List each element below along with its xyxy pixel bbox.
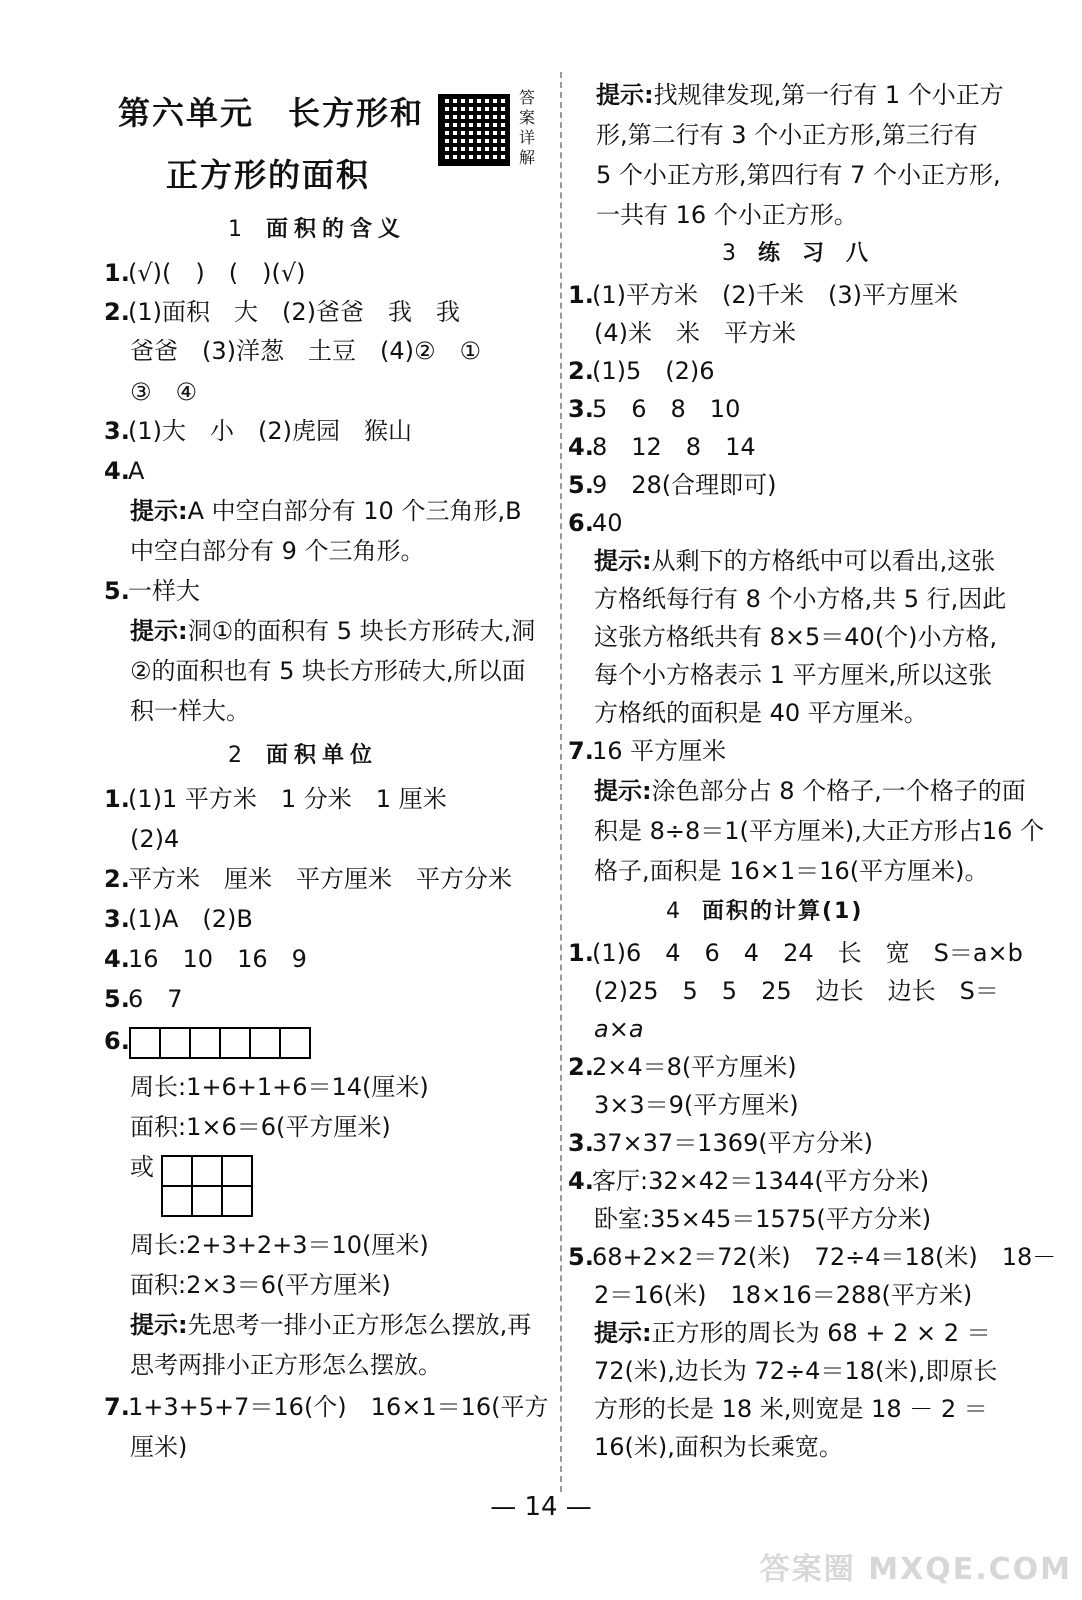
s2-q6-area1: 面积:1×6＝6(平方厘米) — [130, 1113, 391, 1141]
s2-q6-hint-line2: 思考两排小正方形怎么摆放。 — [130, 1351, 442, 1379]
s1-q1: 1.(√)( ) ( )(√) — [104, 259, 306, 287]
s4-q2-line2: 3×3＝9(平方厘米) — [594, 1091, 799, 1119]
grid-cell — [129, 1027, 161, 1059]
s2-q6-perimeter2: 周长:2+3+2+3＝10(厘米) — [130, 1231, 429, 1259]
s1-q2-line3: ③ ④ — [130, 378, 198, 406]
s1-q4-hint: 提示:A 中空白部分有 10 个三角形,B — [130, 497, 522, 525]
s2-q7: 7.1+3+5+7＝16(个) 16×1＝16(平方 — [104, 1393, 549, 1421]
s4-q5: 5.68+2×2＝72(米) 72÷4＝18(米) 18－ — [568, 1243, 1057, 1271]
s4-q2: 2.2×4＝8(平方厘米) — [568, 1053, 797, 1081]
prev-hint: 提示:找规律发现,第一行有 1 个小正方 — [596, 81, 1004, 109]
s4-q4-line2: 卧室:35×45＝1575(平方分米) — [594, 1205, 932, 1233]
grid-cell — [279, 1027, 311, 1059]
grid-cell — [189, 1027, 221, 1059]
unit-title-line1: 第六单元 长方形和 — [118, 94, 425, 132]
s4-q5-line2: 2＝16(米) 18×16＝288(平方米) — [594, 1281, 973, 1309]
s4-q5-hint: 提示:正方形的周长为 68 + 2 × 2 ＝ — [594, 1319, 991, 1347]
s1-q5-hint-line2: ②的面积也有 5 块长方形砖大,所以面 — [130, 657, 526, 685]
s2-q2: 2.平方米 厘米 平方厘米 平方分米 — [104, 865, 512, 893]
s2-q7-line2: 厘米) — [130, 1433, 188, 1461]
grid-1x6 — [130, 1028, 310, 1058]
s1-q5-hint-line3: 积一样大。 — [130, 697, 250, 725]
watermark: 答案圈 MXQE.COM — [759, 1552, 1072, 1587]
grid-cell — [221, 1185, 253, 1217]
s3-q7-hint-line2: 积是 8÷8＝1(平方厘米),大正方形占16 个 — [594, 817, 1045, 845]
s4-q5-hint-line2: 72(米),边长为 72÷4＝18(米),即原长 — [594, 1357, 998, 1385]
grid-cell — [249, 1027, 281, 1059]
s1-q2: 2.(1)面积 大 (2)爸爸 我 我 — [104, 298, 460, 326]
grid-2x3 — [162, 1156, 252, 1216]
s3-q7-hint: 提示:涂色部分占 8 个格子,一个格子的面 — [594, 777, 1026, 805]
section-1-title: 1 面积的含义 — [228, 217, 407, 242]
section-2-title: 2 面积单位 — [228, 743, 379, 768]
s2-q5: 5.6 7 — [104, 985, 183, 1013]
prev-hint-line2: 形,第二行有 3 个小正方形,第三行有 — [596, 121, 978, 149]
s2-q1: 1.(1)1 平方米 1 分米 1 厘米 — [104, 785, 447, 813]
s3-q6-hint-line2: 方格纸每行有 8 个小方格,共 5 行,因此 — [594, 585, 1007, 613]
grid-cell — [219, 1027, 251, 1059]
s1-q4-hint-line2: 中空白部分有 9 个三角形。 — [130, 537, 425, 565]
s4-q3: 3.37×37＝1369(平方分米) — [568, 1129, 873, 1157]
s3-q4: 4.8 12 8 14 — [568, 433, 756, 461]
page-number: — 14 — — [490, 1492, 592, 1522]
section-3-title: 3练习八 — [722, 241, 891, 266]
s1-q3: 3.(1)大 小 (2)虎园 猴山 — [104, 417, 412, 445]
s3-q1: 1.(1)平方米 (2)千米 (3)平方厘米 — [568, 281, 958, 309]
s2-q6-hint: 提示:先思考一排小正方形怎么摆放,再 — [130, 1311, 532, 1339]
s2-q6-perimeter1: 周长:1+6+1+6＝14(厘米) — [130, 1073, 429, 1101]
grid-cell — [161, 1155, 193, 1187]
s4-q1: 1.(1)6 4 6 4 24 长 宽 S＝a×b — [568, 939, 1023, 967]
s3-q5: 5.9 28(合理即可) — [568, 471, 777, 499]
s4-q5-hint-line3: 方形的长是 18 米,则宽是 18 － 2 ＝ — [594, 1395, 988, 1423]
grid-cell — [221, 1155, 253, 1187]
s2-q4: 4.16 10 16 9 — [104, 945, 307, 973]
column-divider — [560, 72, 562, 1492]
grid-cell — [159, 1027, 191, 1059]
s1-q2-line2: 爸爸 (3)洋葱 土豆 (4)② ① — [130, 337, 482, 365]
s4-q1-line3: a×a — [594, 1015, 644, 1043]
s3-q2: 2.(1)5 (2)6 — [568, 357, 715, 385]
s3-q6: 6.40 — [568, 509, 623, 537]
s2-q3: 3.(1)A (2)B — [104, 905, 253, 933]
s3-q3: 3.5 6 8 10 — [568, 395, 741, 423]
qr-code-icon[interactable] — [438, 94, 510, 166]
grid-cell — [161, 1185, 193, 1217]
s2-q6: 6. — [104, 1027, 130, 1055]
s3-q6-hint: 提示:从剩下的方格纸中可以看出,这张 — [594, 547, 996, 575]
section-4-title: 4 面积的计算(1) — [666, 899, 864, 924]
s2-q6-or: 或 — [130, 1153, 154, 1181]
s1-q5: 5.一样大 — [104, 577, 200, 605]
s1-q5-hint: 提示:洞①的面积有 5 块长方形砖大,洞 — [130, 617, 536, 645]
s3-q7: 7.16 平方厘米 — [568, 737, 727, 765]
s1-q4: 4.A — [104, 457, 145, 485]
s4-q1-line2: (2)25 5 5 25 边长 边长 S＝ — [594, 977, 999, 1005]
s2-q1-line2: (2)4 — [130, 825, 180, 853]
prev-hint-line3: 5 个小正方形,第四行有 7 个小正方形, — [596, 161, 1001, 189]
prev-hint-line4: 一共有 16 个小正方形。 — [596, 201, 858, 229]
s3-q1-line2: (4)米 米 平方米 — [594, 319, 796, 347]
s3-q6-hint-line3: 这张方格纸共有 8×5＝40(个)小方格, — [594, 623, 998, 651]
s4-q5-hint-line4: 16(米),面积为长乘宽。 — [594, 1433, 843, 1461]
unit-title-line2: 正方形的面积 — [166, 156, 371, 194]
s4-q4: 4.客厅:32×42＝1344(平方分米) — [568, 1167, 930, 1195]
grid-cell — [191, 1185, 223, 1217]
s3-q6-hint-line5: 方格纸的面积是 40 平方厘米。 — [594, 699, 928, 727]
s2-q6-area2: 面积:2×3＝6(平方厘米) — [130, 1271, 391, 1299]
s3-q7-hint-line3: 格子,面积是 16×1＝16(平方厘米)。 — [594, 857, 989, 885]
s3-q6-hint-line4: 每个小方格表示 1 平方厘米,所以这张 — [594, 661, 993, 689]
qr-label: 答案详解 — [518, 88, 535, 167]
grid-cell — [191, 1155, 223, 1187]
